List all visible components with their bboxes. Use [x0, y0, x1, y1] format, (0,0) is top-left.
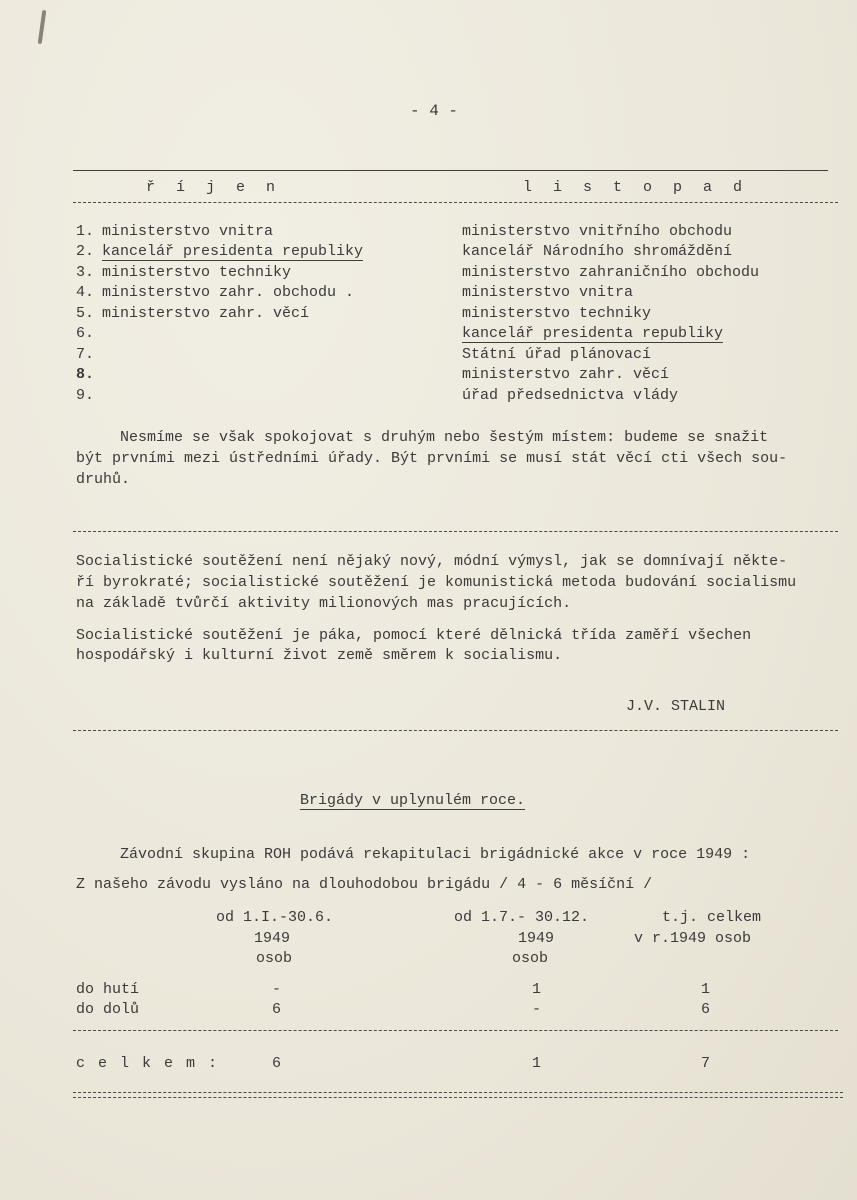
quote-top-rule — [73, 531, 838, 532]
paragraph-line: Nesmíme se však spokojovat s druhým nebo šestým místem: budeme se snažit — [120, 429, 769, 446]
november-item: kancelář Národního shromáždění — [462, 243, 733, 260]
brigades-heading: Brigády v uplynulém roce. — [300, 792, 526, 809]
rank-number: 7. — [76, 346, 95, 363]
total-label: c e l k e m : — [76, 1055, 220, 1072]
november-item: ministerstvo techniky — [462, 305, 652, 322]
column-header: 1949 — [518, 930, 555, 947]
quote-line: ří byrokraté; socialistické soutěžení je komunistická metoda budování socialismu — [76, 574, 797, 591]
quote-line: Socialistické soutěžení není nějaký nový, módní výmysl, jak se domnívají někte- — [76, 553, 788, 570]
october-item: ministerstvo techniky — [102, 264, 292, 281]
column-header: osob — [256, 950, 293, 967]
column-header: v r.1949 osob — [634, 930, 752, 947]
total-value: 7 — [701, 1055, 711, 1072]
october-item: ministerstvo vnitra — [102, 223, 274, 240]
row-value: 1 — [701, 981, 711, 998]
row-label: do dolů — [76, 1001, 140, 1018]
rank-number: 5. — [76, 305, 95, 322]
rank-number: 4. — [76, 284, 95, 301]
rank-number: 6. — [76, 325, 95, 342]
row-value: - — [272, 981, 282, 998]
rank-number: 3. — [76, 264, 95, 281]
month-october: ř í j e n — [146, 179, 282, 196]
column-header: osob — [512, 950, 549, 967]
quote-bottom-rule — [73, 730, 838, 731]
top-rule — [73, 170, 828, 171]
paragraph-line: druhů. — [76, 471, 131, 488]
november-item-underlined: kancelář presidenta republiky — [462, 325, 724, 342]
november-item: ministerstvo vnitřního obchodu — [462, 223, 733, 240]
rank-number: 1. — [76, 223, 95, 240]
rank-number: 8. — [76, 366, 95, 383]
column-header: od 1.I.-30.6. — [216, 909, 334, 926]
quote-author: J.V. STALIN — [626, 698, 726, 715]
november-item: Státní úřad plánovací — [462, 346, 652, 363]
quote-line: Socialistické soutěžení je páka, pomocí které dělnická třída zaměří všechen — [76, 627, 752, 644]
quote-line: hospodářský i kulturní život země směrem k socialismu. — [76, 647, 563, 664]
row-value: 6 — [701, 1001, 711, 1018]
rank-number: 2. — [76, 243, 95, 260]
november-item: ministerstvo zahr. věcí — [462, 366, 670, 383]
total-rule — [73, 1030, 838, 1031]
row-value: 6 — [272, 1001, 282, 1018]
november-item: ministerstvo zahraničního obchodu — [462, 264, 760, 281]
brigades-subtitle: Z našeho závodu vysláno na dlouhodobou brigádu / 4 - 6 měsíční / — [76, 876, 653, 893]
october-item: ministerstvo zahr. věcí — [102, 305, 310, 322]
column-header: t.j. celkem — [662, 909, 762, 926]
october-item: ministerstvo zahr. obchodu . — [102, 284, 355, 301]
bottom-rule — [73, 1097, 843, 1098]
quote-line: na základě tvůrčí aktivity milionových mas pracujících. — [76, 595, 572, 612]
rank-number: 9. — [76, 387, 95, 404]
paragraph-line: být prvními mezi ústředními úřady. Být prvními se musí stát věcí cti všech sou- — [76, 450, 788, 467]
total-value: 1 — [532, 1055, 542, 1072]
header-rule — [73, 202, 838, 203]
november-item: ministerstvo vnitra — [462, 284, 634, 301]
total-value: 6 — [272, 1055, 282, 1072]
row-label: do hutí — [76, 981, 140, 998]
november-item: úřad předsednictva vlády — [462, 387, 679, 404]
brigades-intro: Závodní skupina ROH podává rekapitulaci brigádnické akce v roce 1949 : — [120, 846, 751, 863]
month-november: l i s t o p a d — [523, 179, 749, 196]
page-number: - 4 - — [410, 102, 459, 120]
bottom-rule — [73, 1092, 843, 1093]
row-value: - — [532, 1001, 542, 1018]
column-header: od 1.7.- 30.12. — [454, 909, 590, 926]
october-item-underlined: kancelář presidenta republiky — [102, 243, 364, 260]
row-value: 1 — [532, 981, 542, 998]
pencil-mark — [38, 10, 47, 44]
column-header: 1949 — [254, 930, 291, 947]
